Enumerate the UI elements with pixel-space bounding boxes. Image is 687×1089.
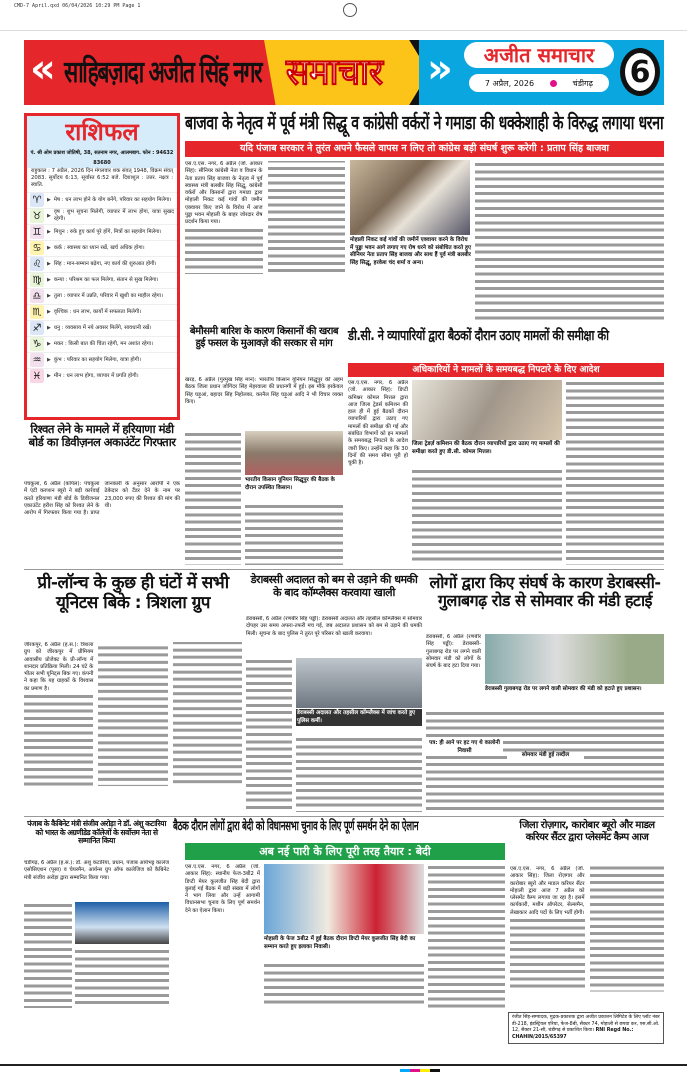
zodiac-row	[27, 336, 177, 352]
bribe-body: पंचकूला, 6 अप्रैल (कपिल): पंचकूला में एंटी करप्शन ब्यूरो ने बड़ी कार्रवाई करते हरियाणा मंडी बोर्ड के डिवीजनल एकाउंटेंट हरीश सिंह को रिश्वत लेने के आरोप में गिरफ्तार किया गया है। प्राप्त जानकारी के अनुसार आरोपी ने एक ठेकेदार को टैंडर देने के नाम पर 23,000 रुपए की रिश्वत की मांग की थी।	[24, 481, 180, 517]
zodiac-text: कन्या : परिश्रम का फल मिलेगा, संतान से सुख मिलेगा।	[53, 276, 159, 283]
bedi-headline: बैठक दौरान लोगों द्वारा बेदी को विधानसभा चुनाव के लिए पूर्ण समर्थन देने का ऐलान	[173, 819, 419, 834]
dc-body: एस.ए.एस. नगर, 6 अप्रैल (जो. आकार सिंह): डिप्टी कमिश्नर कोमल मित्तल द्वारा आज जिला ट्रेडर्स कमिशन की हाल ही में हुई बैठकों दौरान व्यापारियों द्वारा उठाए गए मामलों की समीक्षा की गई और संबंधित विभागों को इन मामलों के समयबद्ध निपटारे के आदेश जारी किए। उन्होंने कहा कि 30 दिनों की समय सीमा पूरी हो चुकी है।	[348, 380, 408, 467]
farmers-photo	[245, 431, 343, 475]
zodiac-text: कर्क : स्वास्थ्य का ध्यान रखें, खर्च अधिक होगा।	[53, 244, 145, 251]
masthead-title: साहिबज़ादा अजीत सिंह नगर	[64, 55, 262, 90]
zodiac-sign-icon: ♑	[30, 337, 44, 351]
divider	[24, 569, 664, 570]
jobs-body: एस.ए.एस. नगर, 6 अप्रैल (जो. आकार सिंह): जिला रोज़गार और कारोबार ब्यूरो और माडल करियर सैंटर मोहाली द्वारा आज 7 अप्रैल को प्लेसमेंट कैम्प लगाया जा रहा है। इसमें कार्यकारी, मशीन ऑपरेटर, सेल्समैन, लेखाकार आदि पदों के लिए भर्ती होगी।	[510, 866, 664, 1008]
play-arrow-icon: ▶	[47, 325, 51, 332]
masthead-samachar: समाचार	[286, 51, 384, 93]
zodiac-text: वृश्चिक : धन लाभ, कार्यों में सफलता मिलेगी।	[53, 308, 142, 315]
print-slug: CMD-7 April.qxd 06/04/2026 10:29 PM Page 1	[14, 3, 141, 9]
zodiac-sign-icon: ♋	[30, 241, 44, 255]
zodiac-row	[27, 240, 177, 256]
play-arrow-icon: ▶	[47, 277, 51, 284]
chevron-right-icon: »	[427, 46, 453, 92]
cabinet-headline: पंजाब के कैबिनेट मंत्री संजीव अरोड़ा ने डॉ. अंशु कटारिया को भारत के अग्रणीडेड कॉलेजों के सर्वोत्तम नेता से सम्मानित किया	[27, 819, 166, 846]
zodiac-text: वृष : शुभ सूचना मिलेगी, व्यापार में लाभ होगा, यात्रा सुखद रहेगी।	[53, 208, 174, 223]
rashifal-intro: राहुकाल : 7 अप्रैल, 2026 दिन मंगलवार शक संवत् 1948, विक्रम संवत् 2083. सूर्योदय 6:13, सूर्यास्त 6:52 बजे. दिशाशूल : उत्तर. नक्षत्र : स्वाति.	[31, 168, 173, 189]
bedi-body-continued	[264, 962, 424, 1008]
play-arrow-icon: ▶	[47, 373, 51, 380]
zodiac-text: मकर : किसी बात की चिंता रहेगी, मन अशांत रहेगा।	[53, 340, 154, 347]
court-body-continued	[246, 658, 292, 812]
lead-headline: बाजवा के नेतृत्व में पूर्व मंत्री सिद्धू व कांग्रेसी वर्करों ने गमाडा की धक्केशाही के विरुद्ध लगाया धरना	[185, 112, 664, 134]
rashifal-title: राशिफल	[65, 117, 139, 146]
zodiac-row	[27, 368, 177, 384]
crop-mark	[0, 30, 687, 31]
zodiac-text: धनु : व्यवसाय में नये अवसर मिलेंगे, सावधानी रखें।	[53, 324, 152, 331]
dc-caption: जिला ट्रेडर्ज़ कमिशन की बैठक दौरान व्यापारियों द्वारा उठाए गए मामलों की समीक्षा करते हुए डी.सी. कोमल मित्तल।	[412, 441, 560, 455]
zodiac-row	[27, 272, 177, 288]
mandi-headline: लोगों द्वारा किए संघर्ष के कारण डेराबस्सी-गुलाबगढ़ रोड से सोमवार की मंडी हटाई	[429, 573, 661, 610]
zodiac-text: मीन : धन लाभ होगा, व्यापार में प्रगति होगी।	[53, 372, 139, 379]
zodiac-row	[27, 208, 177, 224]
farmers-body: खरड़, 6 अप्रैल (गुरमुख सिंह मान): भारतीय किसान यूनियन सिद्धूपुर की अहम बैठक जिला प्रधान जोगिंदर सिंह मेहरवाला की प्रधानगी में हुई। इस मौके हरकेवल सिंह घड़ूआं, बहादर सिंह निहोलका, करनैल सिंह घड़ूआं आदि ने भी विचार व्यक्त किए।	[185, 377, 343, 405]
bedi-photo	[264, 864, 424, 934]
dc-headline: डी.सी. ने व्यापारियों द्वारा बैठकों दौरान उठाए मामलों की समीक्षा की	[348, 328, 609, 344]
cabinet-body-continued	[75, 948, 169, 1008]
farmers-caption: भारतीय किसान यूनियन सिद्धूपुर की बैठक के दौरान उपस्थित किसान।	[245, 477, 335, 491]
page-bottom-rule	[0, 1064, 687, 1066]
play-arrow-icon: ▶	[47, 213, 51, 220]
play-arrow-icon: ▶	[47, 293, 51, 300]
dc-photo	[412, 380, 562, 440]
zodiac-row	[27, 352, 177, 368]
masthead	[24, 40, 664, 105]
mandi-body-continued	[426, 710, 664, 812]
play-arrow-icon: ▶	[47, 197, 51, 204]
dc-subhead: अधिकारियों ने मामलों के समयबद्ध निपटारे के दिए आदेश	[348, 363, 664, 377]
bullet-icon	[550, 80, 557, 87]
zodiac-sign-icon: ♉	[30, 209, 44, 223]
jobs-headline: जिला रोज़गार, कारोबार ब्यूरो और माडल करियर सैंटर द्वारा प्लेसमेंट कैम्प आज	[519, 820, 655, 843]
play-arrow-icon: ▶	[47, 357, 51, 364]
court-headline: डेराबस्सी अदालत को बम से उड़ाने की धमकी के बाद कॉम्प्लैक्स करवाया खाली	[250, 573, 418, 599]
zodiac-sign-icon: ♍	[30, 273, 44, 287]
play-arrow-icon: ▶	[47, 309, 51, 316]
trishla-body: जीरकपुर, 6 अप्रैल (ह.स.): त्रिशला ग्रुप को जीरकपुर में प्रीमियम आवासीय प्रोजेक्ट के प्री-लॉन्च में शानदार प्रतिक्रिया मिली। 24 घंटे के भीतर सभी यूनिट्स बिक गए। कंपनी ने कहा कि यह ग्राहकों के विश्वास का प्रमाण है।	[24, 642, 242, 812]
play-arrow-icon: ▶	[47, 245, 51, 252]
court-caption: डेराबस्सी अदालत और तहसील कॉम्प्लैक्स में जांच करते हुए पुलिस कर्मी।	[296, 709, 422, 726]
court-body-continued	[296, 736, 422, 812]
play-arrow-icon: ▶	[47, 341, 51, 348]
farmers-body-continued	[245, 503, 343, 565]
zodiac-row	[27, 256, 177, 272]
zodiac-row	[27, 288, 177, 304]
dc-body-continued	[412, 468, 562, 565]
trishla-headline: प्री-लॉन्च के कुछ ही घंटों में सभी यूनिटस बिके : त्रिशला ग्रुप	[37, 573, 229, 613]
bribe-headline: रिश्वत लेने के मामले में हरियाणा मंडी बोर्ड का डिवीज़नल अकाउंटेंट गिरफ्तार	[28, 422, 176, 450]
cabinet-photo	[75, 902, 169, 944]
edition-date: 7 अप्रैल, 2026	[484, 78, 535, 88]
farmers-headline: बेमौसमी बारिश के कारण किसानों की खराब हुई फसल के मुआवज़े की सरकार से मांग	[189, 326, 339, 349]
edition-city: चंडीगढ़	[572, 78, 594, 88]
zodiac-sign-icon: ♊	[30, 225, 44, 239]
rni-number: RNI Regd No.: CHAHIN/2015/65397	[512, 1028, 634, 1040]
play-arrow-icon: ▶	[47, 229, 51, 236]
imprint-text: रंजीत सिंह-सम्पादक, मुद्रक-प्रकाशक द्वारा अजीत प्रकाशन लिमिटेड के लिए प्लॉट नंबर डी-218, इंडस्ट्रियल एरिया, फेज-8बी, सैक्टर 74, मोहाली से छपवा कर, एस.सी.ओ. 12, सैक्टर 21-सी, चंडीगढ़ से प्रकाशित किया।	[512, 1015, 660, 1034]
mandi-caption: डेराबस्सी गुलाबगढ़ रोड पर लगने वाली सोमवार की मंडी को हटाते हुए प्रशासन।	[485, 686, 642, 692]
rashifal-box	[24, 113, 180, 420]
cabinet-body: चंडीगढ़, 6 अप्रैल (ह.स.): डॉ. अंशु कटारिया, प्रधान, पंजाब आर्यभट्ट कालेज एसोसिएशन (पूसा) व चेयरमैन, आर्यन्स ग्रुप ऑफ कालेजिज को कैबिनेट मंत्री संजीव अरोड़ा द्वारा सम्मानित किया गया।	[24, 860, 169, 881]
bedi-body-continued	[428, 864, 505, 1008]
mandi-subheading: सोमवार मंडी हुई तब्दील	[507, 752, 584, 760]
zodiac-text: मेष : धन लाभ होने के योग बनेंगे, परिवार का सहयोग मिलेगा।	[53, 196, 172, 203]
lead-body: एस.ए.एस. नगर, 6 अप्रैल (जो. आकार सिंह): सीनियर कांग्रेसी नेता व विधान के नेता प्रताप सिंह बाजवा के नेतृत्व में पूर्व स्वास्थ्य मंत्री बलबीर सिंह सिद्धू, कांग्रेसी वर्करों और किसानों द्वारा गमाडा द्वारा मोहाली निकट कई गांवों की जमीन एक्वायर किए जाने के विरोध में आज पुड्डा भवन मोहाली के बाहर जोरदार रोष प्रदर्शन किया गया।	[185, 161, 345, 321]
dc-body-continued	[566, 380, 664, 565]
zodiac-text: सिंह : मान-सम्मान बढ़ेगा, नए कार्य की शुरुआत होगी।	[53, 260, 157, 267]
zodiac-row	[27, 304, 177, 320]
zodiac-row	[27, 320, 177, 336]
zodiac-text: कुंभ : परिवार का सहयोग मिलेगा, यात्रा होगी।	[53, 356, 141, 363]
lead-photo	[350, 160, 470, 235]
lead-caption: मोहाली निकट कई गांवों की जमीनें एक्वायर करने के विरोध में पुड्डा भवन आगे लगाए गए रोष धरने को संबोधित करते हुए सीनियर नेता प्रताप सिंह बाजवा और साथ हैं पूर्व मंत्री बलबीर सिंह सिद्धू, हरकेश चंद शर्मा व अन्य।	[350, 237, 471, 266]
mandi-body: डेराबस्सी, 6 अप्रैल (रणबीर सिंह पड्डी): डेराबस्सी-गुलाबगढ़ रोड पर लगने वाली सोमवार मंडी को लोगों के संघर्ष के बाद हटा दिया गया।	[426, 634, 481, 670]
zodiac-row	[27, 192, 177, 208]
zodiac-sign-icon: ♌	[30, 257, 44, 271]
play-arrow-icon: ▶	[47, 261, 51, 268]
brand-name: अजीत समाचार	[464, 42, 614, 68]
chevron-left-icon: «	[30, 46, 56, 92]
court-photo	[296, 658, 422, 708]
color-registration-bar	[400, 1069, 440, 1072]
zodiac-sign-icon: ♓	[30, 369, 44, 383]
registration-mark-icon	[343, 3, 357, 17]
mandi-photo	[485, 634, 664, 684]
farmers-body-continued	[185, 431, 241, 565]
zodiac-sign-icon: ♒	[30, 353, 44, 367]
lead-subhead: यदि पंजाब सरकार ने तुरंत अपने फैसले वापस न लिए तो कांग्रेस बड़ी संघर्ष शुरू करेगी : प्रताप सिंह बाजवा	[185, 141, 664, 157]
date-pill	[469, 74, 609, 92]
divider	[24, 816, 664, 817]
mandi-subheading: पत्र: ही आने पर हट गए थे कालोनी निवासी	[426, 740, 503, 755]
zodiac-sign-icon: ♐	[30, 321, 44, 335]
zodiac-sign-icon: ♎	[30, 289, 44, 303]
zodiac-sign-icon: ♈	[30, 193, 44, 207]
zodiac-text: तुला : व्यापार में उन्नति, परिवार में खुशी का माहौल रहेगा।	[53, 292, 164, 299]
bedi-caption: मोहाली के फेज 3बी2 में हुई बैठक दौरान डिप्टी मेयर कुलजीत सिंह बेदी का सम्मान करते हुए इलाका निवासी।	[264, 936, 416, 950]
bedi-subhead: अब नई पारी के लिए पूरी तरह तैयार : बेदी	[185, 843, 505, 860]
rashifal-byline: पं. श्री ओम प्रकाश जोतिषी, 38, सतनाम नगर, आलमबाग. फोन : 94632 83680	[27, 148, 177, 168]
page-number: 6	[620, 48, 660, 96]
cabinet-body-continued	[24, 902, 72, 1008]
zodiac-row	[27, 224, 177, 240]
zodiac-sign-icon: ♏	[30, 305, 44, 319]
lead-body-continued	[475, 161, 664, 321]
court-body: डेराबस्सी, 6 अप्रैल (रणबीर सिंह पड्डी): डेराबस्सी अदालत और तहसील कॉम्प्लैक्स में सोमवार दोपहर उस समय अफरा-तफरी मच गई, जब अदालत प्रशासन को बम से उड़ाने की धमकी मिली। सूचना के बाद पुलिस ने तुरंत पूरे परिसर को खाली करवाया।	[246, 616, 422, 637]
bedi-body: एस.ए.एस. नगर, 6 अप्रैल (जो. आकार सिंह): स्थानीय फेज-3बी2 में डिप्टी मेयर कुलजीत सिंह बेदी द्वारा बुलाई गई बैठक में बड़ी संख्या में लोगों ने भाग लिया और उन्हें आगामी विधानसभा चुनाव के लिए पूर्ण समर्थन देने का ऐलान किया।	[185, 864, 260, 914]
imprint-box	[508, 1012, 664, 1044]
zodiac-text: मिथुन : रुके हुए कार्य पूरे होंगे, मित्रों का सहयोग मिलेगा।	[53, 228, 162, 235]
